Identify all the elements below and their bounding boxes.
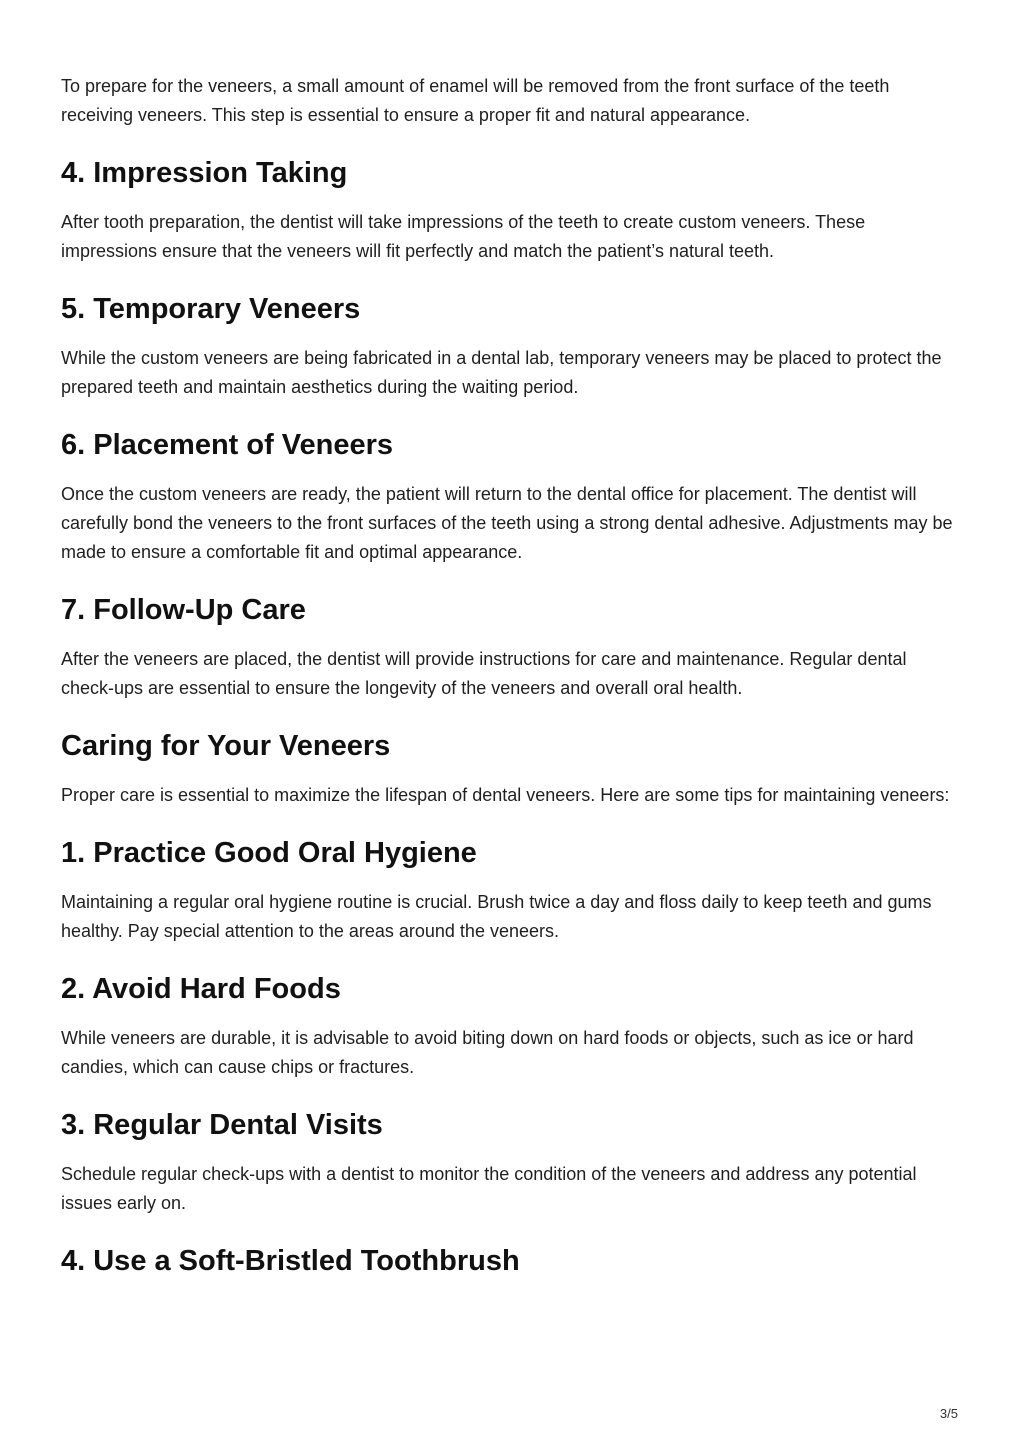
heading-soft-bristled-toothbrush: 4. Use a Soft-Bristled Toothbrush [61, 1245, 520, 1277]
paragraph-regular-dental-visits: Schedule regular check-ups with a dentist to monitor the condition of the veneers and address any potential issues early on. [61, 1164, 917, 1213]
paragraph-temporary-veneers: While the custom veneers are being fabricated in a dental lab, temporary veneers may be placed to protect the prepared teeth and maintain aesthetics during the waiting period. [61, 348, 942, 397]
paragraph-oral-hygiene: Maintaining a regular oral hygiene routine is crucial. Brush twice a day and floss daily to keep teeth and gums healthy. Pay special attention to the areas around the veneers. [61, 892, 932, 941]
paragraph-avoid-hard-foods: While veneers are durable, it is advisable to avoid biting down on hard foods or objects, such as ice or hard candies, which can cause chips or fractures. [61, 1028, 914, 1077]
heading-follow-up-care: 7. Follow-Up Care [61, 594, 306, 626]
heading-caring-for-veneers: Caring for Your Veneers [61, 730, 391, 762]
heading-oral-hygiene: 1. Practice Good Oral Hygiene [61, 837, 477, 869]
heading-placement-of-veneers: 6. Placement of Veneers [61, 429, 394, 461]
heading-temporary-veneers: 5. Temporary Veneers [61, 293, 361, 325]
paragraph-enamel-removal: To prepare for the veneers, a small amount of enamel will be removed from the front surface of the teeth receiving veneers. This step is essential to ensure a proper fit and natural appearance. [61, 76, 890, 125]
page-number: 3/5 [939, 1406, 958, 1421]
paragraph-impression-taking: After tooth preparation, the dentist will take impressions of the teeth to create custom veneers. These impressions ensure that the veneers will fit perfectly and match the patient’s natural teeth. [61, 212, 866, 261]
article-body [61, 72, 961, 1279]
heading-impression-taking: 4. Impression Taking [61, 157, 348, 189]
heading-avoid-hard-foods: 2. Avoid Hard Foods [61, 973, 341, 1005]
paragraph-follow-up-care: After the veneers are placed, the dentist will provide instructions for care and maintenance. Regular dental check-ups are essential to ensure the longevity of the veneers and overall oral health. [61, 649, 907, 698]
heading-regular-dental-visits: 3. Regular Dental Visits [61, 1109, 383, 1141]
paragraph-caring-intro: Proper care is essential to maximize the lifespan of dental veneers. Here are some tips for maintaining veneers: [61, 785, 950, 805]
paragraph-placement-of-veneers: Once the custom veneers are ready, the patient will return to the dental office for placement. The dentist will carefully bond the veneers to the front surfaces of the teeth using a strong dental adhesive. Adjustments may be made to ensure a comfortable fit and optimal appearance. [61, 484, 953, 562]
